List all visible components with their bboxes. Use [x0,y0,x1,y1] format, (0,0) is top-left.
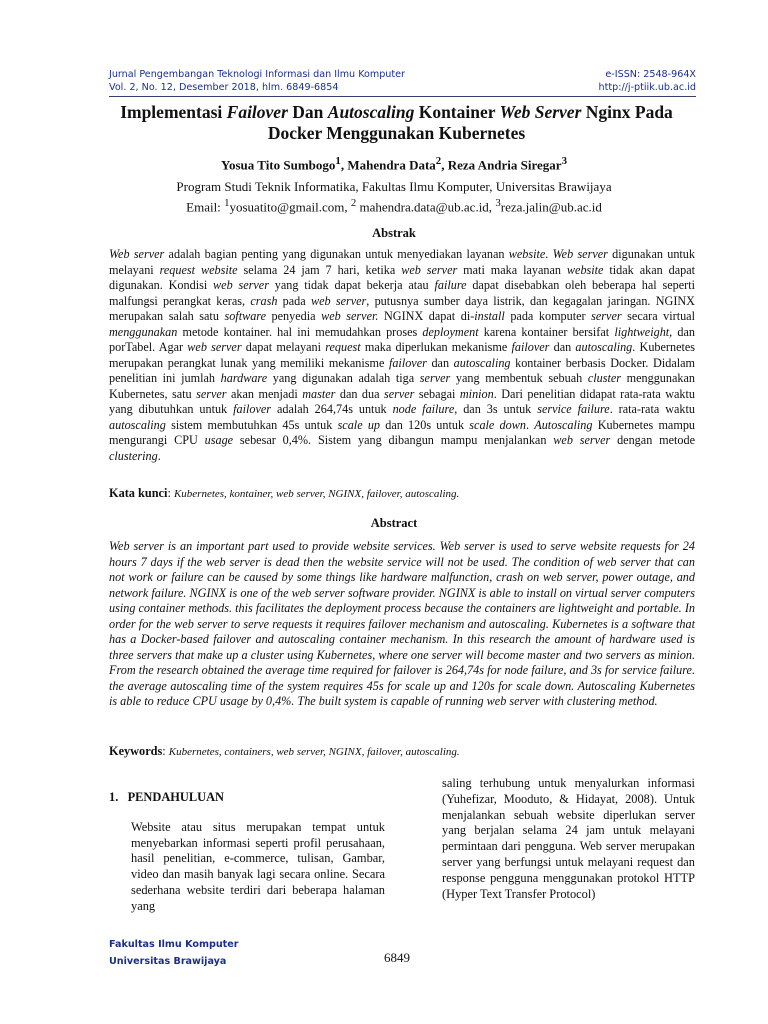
abstrak-italic-term: minion [459,386,494,401]
abstrak-italic-term: server [196,386,227,401]
abstrak-text: adalah 264,74s untuk [271,402,393,416]
abstract-heading: Abstract [370,516,418,530]
abstrak-italic-term: request [325,340,361,354]
title-text: Autoscaling [327,102,415,122]
abstrak-text: pada [277,293,311,308]
abstrak-text: yang tidak dapat bekerja atau [268,278,435,292]
author-sup: 1 [335,155,341,167]
abstrak-text: dengan metode [610,433,696,447]
abstrak-text: . Kubernetes merupakan perangkat lunak yang memiliki mekanisme [109,340,696,370]
email-label: Email: [186,199,225,215]
abstrak-italic-term: autoscaling [109,417,166,432]
left-column [109,790,385,915]
title-text: Web Server [499,102,582,122]
abstrak-text: adalah bagian penting yang digunakan untuk menyediakan layanan [164,247,509,261]
abstrak-italic-term: scale down [469,417,526,432]
email-sup: 3 [495,197,501,209]
abstrak-text: maka diperlukan mekanisme [360,340,512,354]
abstrak-text: digunakan untuk melayani [109,247,695,277]
abstrak-italic-term: failover [388,355,427,370]
email-sup: 1 [224,197,230,209]
abstrak-italic-term: master [302,386,336,401]
journal-url[interactable]: http://j-ptiik.ub.ac.id [598,82,696,93]
email: mahendra.data@ub.ac.id, [356,199,496,215]
abstrak-italic-term: server [383,386,415,401]
abstrak-text: , dan 3s untuk [454,402,538,416]
abstrak-italic-term: web server [213,278,269,292]
abstrak-italic-term: cluster [587,371,621,385]
affiliation-dept: Program Studi Teknik Informatika, Fakultas Ilmu Komputer, Universitas Brawijaya [176,179,612,194]
abstrak-text: sebesar 0,4%. Sistem yang dibangun mampu menjalankan [233,433,554,447]
section-heading [109,790,385,806]
abstrak-italic-term: autoscaling [575,340,633,354]
eissn: e-ISSN: 2548-964X [605,69,696,80]
title-text: Dan [287,102,328,122]
author-sup: 3 [561,155,567,167]
abstrak-text: . [525,417,535,432]
header-rule [109,96,696,97]
section-number: 1. [109,790,119,804]
abstrak-italic-term: Autoscaling [534,417,593,432]
abstrak-text: pada komputer [504,309,592,323]
footer-affiliation [109,936,238,970]
title-text: Implementasi [120,102,227,122]
author-sup: 2 [435,155,442,167]
author-emails [80,195,708,215]
abstrak-text: karena kontainer bersifat [478,324,615,339]
abstrak-italic-term: web server [401,262,458,277]
author-name: Yosua Tito Sumbogo [221,157,336,173]
abstrak-text: , putusnya sumber daya listrik, dan kegagalan jaringan. NGINX merupakan salah satu [109,293,695,323]
email: reza.jalin@ub.ac.id [500,199,602,215]
abstrak-italic-term: Web server [552,247,608,261]
abstrak-text: sebagai [414,386,460,401]
keywords-label: Keywords [109,744,163,758]
abstrak-italic-term: web server [553,433,611,447]
paper-title [95,102,698,144]
affiliation [80,179,708,215]
keywords: Keywords: Kubernetes, containers, web server, NGINX, failover, autoscaling. [109,744,460,758]
abstrak-text: dan dua [335,386,384,401]
keywords-text: Kubernetes, containers, web server, NGINX, failover, autoscaling. [168,746,460,758]
title-text: Nginx Pada [581,102,673,122]
author-list: Yosua Tito Sumbogo$^1$, Mahendra Data$^2$, Reza Andria Siregar$^3$ [221,155,567,173]
intro-paragraph-left: Website atau situs merupakan tempat untuk menyebarkan informasi seperti profil perusahaan, hasil penelitian, e-commerce, tulisan, Gambar, video dan masih banyak lagi secara online. Secara sederhana website terdiri dari beberapa halaman yang [131,819,385,913]
abstrak-text: tidak akan dapat digunakan. Kondisi [109,262,696,292]
page-number: 6849 [384,950,410,965]
journal-name: Jurnal Pengembangan Teknologi Informasi dan Ilmu Komputer [109,69,405,80]
abstrak-text: metode kontainer. hal ini memudahkan proses [177,324,423,339]
section-title: PENDAHULUAN [127,790,224,804]
abstrak-text: dan [549,340,576,354]
abstrak-text: . Dari penelitian didapat rata-rata waktu yang dibutuhkan untuk [109,386,696,416]
abstrak-italic-term: failover [511,340,550,354]
abstrak-italic-term: web server. [321,309,379,323]
abstrak-italic-term: lightweight, [614,324,673,339]
abstrak-body [109,247,695,464]
abstrak-text: akan menjadi [226,386,303,401]
abstrak-text: dapat disebabkan oleh beberapa hal seperti malfungsi perangkat keras, [109,278,695,308]
kata-kunci-text: Kubernetes, kontainer, web server, NGINX, failover, autoscaling. [173,488,460,500]
kata-kunci: Kata kunci: Kubernetes, kontainer, web server, NGINX, failover, autoscaling. [109,486,460,500]
abstrak-italic-term: failure [434,278,467,292]
abstrak-italic-term: scale up [337,417,381,432]
abstrak-text: dan 120s untuk [380,417,470,432]
abstrak-text: sistem membutuhkan 45s untuk [165,417,338,432]
journal-issue: Vol. 2, No. 12, Desember 2018, hlm. 6849-6854 [109,82,339,93]
abstrak-italic-term: usage [204,433,234,447]
abstrak-heading: Abstrak [372,226,416,240]
abstrak-text: dan porTabel. Agar [109,324,695,354]
abstrak-text: yang membentuk sebuah [450,371,588,385]
abstrak-italic-term: server [419,371,451,385]
title-text: Docker Menggunakan Kubernetes [267,123,526,143]
footer-faculty: Fakultas Ilmu Komputer [109,939,239,950]
abstrak-italic-term: service failure [537,402,610,416]
abstrak-italic-term: website [566,262,604,277]
abstrak-italic-term: server [591,309,622,323]
abstrak-italic-term: web server [310,293,367,308]
abstrak-text: dapat melayani [241,340,326,354]
abstrak-italic-term: install [474,309,505,323]
abstrak-italic-term: web server [187,340,242,354]
abstrak-italic-term: failover [233,402,272,416]
abstract-body: Web server is an important part used to provide website services. Web server is used to serve website requests for 24 hours 7 days if the web server is dead then the website service will not be used. The condition of web server that can not work or failure can be caused by some things like hardware malfunction, crash on web server, power outage, and network failure. NGINX is one of the web server software provider. NGINX is able to install on virtual server computers using container methods. this facilitates the deployment process because the containers are lightweight and portable. In order for the web server to serve requests it requires failover mechanism and autoscaling. Kubernetes is a software that has a Docker-based failover and autoscaling container mechanism. In this research the amount of hardware used is three servers that make up a cluster using Kubernetes, where one server will become master and two servers as minion. From the research obtained the average time required for failover is 264,74s for node failure, and 3s for service failure. the average autoscaling time of the system requires 45s for scale up and 120s for scale down. Autoscaling Kubernetes is able to reduce CPU usage by 0,4%. The built system is capable of running web server with clustering method. [109,539,695,708]
abstrak-text: yang digunakan adalah tiga [267,371,420,385]
title-text: Kontainer [414,102,500,122]
footer-university: Universitas Brawijaya [109,956,227,967]
abstrak-text: dan [426,355,454,370]
abstrak-italic-term: menggunakan [109,324,178,339]
abstrak-text: secara virtual [621,309,695,323]
abstrak-text: selama 24 jam 7 hari, ketika [237,262,402,277]
abstrak-italic-term: Web server [109,247,165,261]
abstrak-text: mati maka layanan [457,262,567,277]
abstrak-italic-term: hardware [220,371,268,385]
author-name: Mahendra Data [347,157,436,173]
abstrak-italic-term: software [224,309,266,323]
abstrak-text: Kubernetes mampu mengurangi CPU [109,417,696,447]
abstrak-italic-term: clustering [109,448,158,463]
abstrak-italic-term: request website [159,262,238,277]
abstrak-text: penyedia [266,309,322,323]
abstrak-text: kontainer berbasis Docker. Didalam penelitian ini jumlah [109,355,696,385]
author-name: Reza Andria Siregar [447,157,562,173]
abstrak-text: menggunakan Kubernetes, satu [109,371,695,401]
abstrak-text: . rata-rata waktu [609,402,695,416]
kata-kunci-label: Kata kunci [109,486,168,500]
email-sup: 2 [350,197,357,209]
abstrak-italic-term: node failure [392,402,455,416]
abstrak-text: NGINX dapat di- [378,309,475,323]
abstrak-italic-term: autoscaling [453,355,511,370]
title-text: Failover [226,102,288,122]
abstrak-italic-term: website [508,247,546,261]
abstrak-italic-term: deployment [422,324,479,339]
abstrak-text: . [545,247,553,261]
abstrak-italic-term: crash [250,293,278,308]
intro-paragraph-right: saling terhubung untuk menyalurkan informasi (Yuhefizar, Mooduto, & Hidayat, 2008). Untuk menjalankan sebuah website diperlukan server yang berjalan selama 24 jam untuk melayani permintaan dari pengguna. Web server merupakan server yang berfungsi untuk melayani request dan response pengguna menggunakan protokol HTTP (Hyper Text Transfer Protocol) [442,776,695,901]
email: yosuatito@gmail.com, [229,199,351,215]
abstrak-text: . [157,448,161,463]
